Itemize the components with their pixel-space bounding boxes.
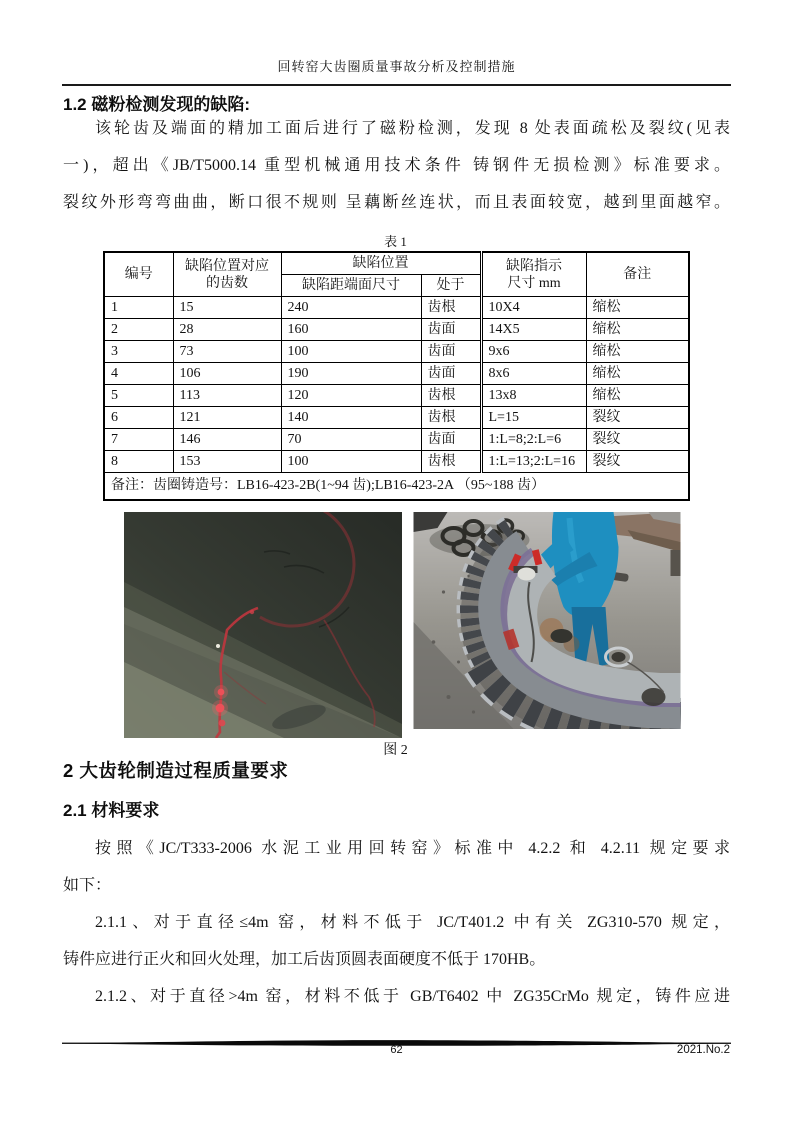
header-rule [62, 84, 731, 86]
col-header-remark: 备注 [586, 252, 689, 297]
cell-remark: 缩松 [586, 341, 689, 363]
cell-remark: 裂纹 [586, 451, 689, 473]
cell-indication: L=15 [481, 407, 586, 429]
cell-location: 齿根 [421, 385, 481, 407]
paragraph-line: 铸件应进行正火和回火处理，加工后齿顶圆表面硬度不低于 170HB。 [63, 951, 546, 968]
cell-location: 齿面 [421, 341, 481, 363]
table-footnote: 备注：齿圈铸造号：LB16-423-2B(1~94 齿);LB16-423-2A （95~188 齿） [104, 473, 689, 501]
table-row [104, 451, 689, 473]
cell-location: 齿根 [421, 407, 481, 429]
cell-no: 5 [104, 385, 173, 407]
cell-indication: 14X5 [481, 319, 586, 341]
cell-indication: 8x6 [481, 363, 586, 385]
cell-location: 齿根 [421, 451, 481, 473]
table-row [104, 363, 689, 385]
cell-no: 6 [104, 407, 173, 429]
cell-location: 齿面 [421, 363, 481, 385]
table-row [104, 297, 689, 319]
cell-no: 2 [104, 319, 173, 341]
cell-distance: 240 [281, 297, 421, 319]
gear-inspection-photo-graphic [413, 512, 681, 729]
cell-remark: 缩松 [586, 363, 689, 385]
cell-teeth: 121 [173, 407, 281, 429]
col-header-teeth [173, 252, 281, 297]
cell-remark: 裂纹 [586, 407, 689, 429]
section-2-heading: 2 大齿轮制造过程质量要求 [63, 760, 289, 781]
section-1-2-heading: 1.2 磁粉检测发现的缺陷: [63, 95, 251, 114]
defect-table [103, 251, 690, 501]
col-header-indication [481, 252, 586, 297]
cell-indication: 13x8 [481, 385, 586, 407]
cell-distance: 70 [281, 429, 421, 451]
cell-teeth: 113 [173, 385, 281, 407]
cell-no: 1 [104, 297, 173, 319]
cell-teeth: 28 [173, 319, 281, 341]
cell-indication: 1:L=8;2:L=6 [481, 429, 586, 451]
cell-distance: 100 [281, 451, 421, 473]
col-header-location: 处于 [421, 275, 481, 297]
section-2-1-heading: 2.1 材料要求 [63, 801, 160, 820]
cell-teeth: 15 [173, 297, 281, 319]
cell-distance: 160 [281, 319, 421, 341]
col-header-position-group: 缺陷位置 [281, 252, 481, 275]
cell-location: 齿根 [421, 297, 481, 319]
cell-distance: 100 [281, 341, 421, 363]
cell-remark: 缩松 [586, 319, 689, 341]
cell-teeth: 73 [173, 341, 281, 363]
cell-teeth: 146 [173, 429, 281, 451]
table-row [104, 429, 689, 451]
table-caption: 表 1 [384, 234, 407, 249]
col-header-distance: 缺陷距端面尺寸 [281, 275, 421, 297]
gear-inspection-photo [413, 512, 681, 729]
col-header-indication-line2: 尺寸 mm [507, 275, 561, 291]
paragraph-line: 该轮齿及端面的精加工面后进行了磁粉检测，发现 8 处表面疏松及裂纹(见表 [95, 120, 730, 137]
cell-location: 齿面 [421, 429, 481, 451]
paragraph-line: 2.1.2、对于直径>4m 窑，材料不低于 GB/T6402 中 ZG35CrMo 规定，铸件应进 [95, 988, 730, 1005]
table-row [104, 407, 689, 429]
crack-photo-graphic [124, 512, 402, 738]
figure-caption: 图 2 [383, 743, 408, 758]
paragraph-line: 按照《JC/T333-2006 水泥工业用回转窑》标准中 4.2.2 和 4.2.11 规定要求 [95, 840, 730, 857]
col-header-indication-line1: 缺陷指示 [506, 258, 562, 274]
cell-indication: 10X4 [481, 297, 586, 319]
cell-remark: 缩松 [586, 385, 689, 407]
cell-distance: 190 [281, 363, 421, 385]
table-header-row [104, 252, 689, 275]
paragraph-line: 一)，超出《JB/T5000.14 重型机械通用技术条件 铸钢件无损检测》标准要求。 [63, 157, 730, 174]
footer-rule [62, 1035, 731, 1044]
cell-indication: 1:L=13;2:L=16 [481, 451, 586, 473]
cell-indication: 9x6 [481, 341, 586, 363]
table-footnote-row [104, 473, 689, 501]
table-row [104, 341, 689, 363]
cell-no: 3 [104, 341, 173, 363]
paragraph-line: 如下： [63, 877, 112, 894]
cell-no: 8 [104, 451, 173, 473]
table-row [104, 319, 689, 341]
paragraph-line: 裂纹外形弯弯曲曲，断口很不规则 呈藕断丝连状，而且表面较宽，越到里面越窄。 [63, 194, 730, 211]
cell-no: 7 [104, 429, 173, 451]
cell-distance: 120 [281, 385, 421, 407]
issue-label: 2021.No.2 [676, 1044, 730, 1056]
table-row [104, 385, 689, 407]
col-header-no: 编号 [104, 252, 173, 297]
page-number: 62 [390, 1044, 403, 1056]
cell-remark: 裂纹 [586, 429, 689, 451]
running-header: 回转窑大齿圈质量事故分析及控制措施 [277, 59, 516, 74]
paragraph-line: 2.1.1、对于直径≤4m 窑，材料不低于 JC/T401.2 中有关 ZG310-570 规定， [95, 914, 730, 931]
cell-location: 齿面 [421, 319, 481, 341]
cell-teeth: 153 [173, 451, 281, 473]
crack-photo [124, 512, 402, 738]
cell-distance: 140 [281, 407, 421, 429]
cell-no: 4 [104, 363, 173, 385]
col-header-teeth-line1: 缺陷位置对应 [185, 258, 269, 274]
cell-remark: 缩松 [586, 297, 689, 319]
col-header-teeth-line2: 的齿数 [206, 275, 248, 291]
cell-teeth: 106 [173, 363, 281, 385]
